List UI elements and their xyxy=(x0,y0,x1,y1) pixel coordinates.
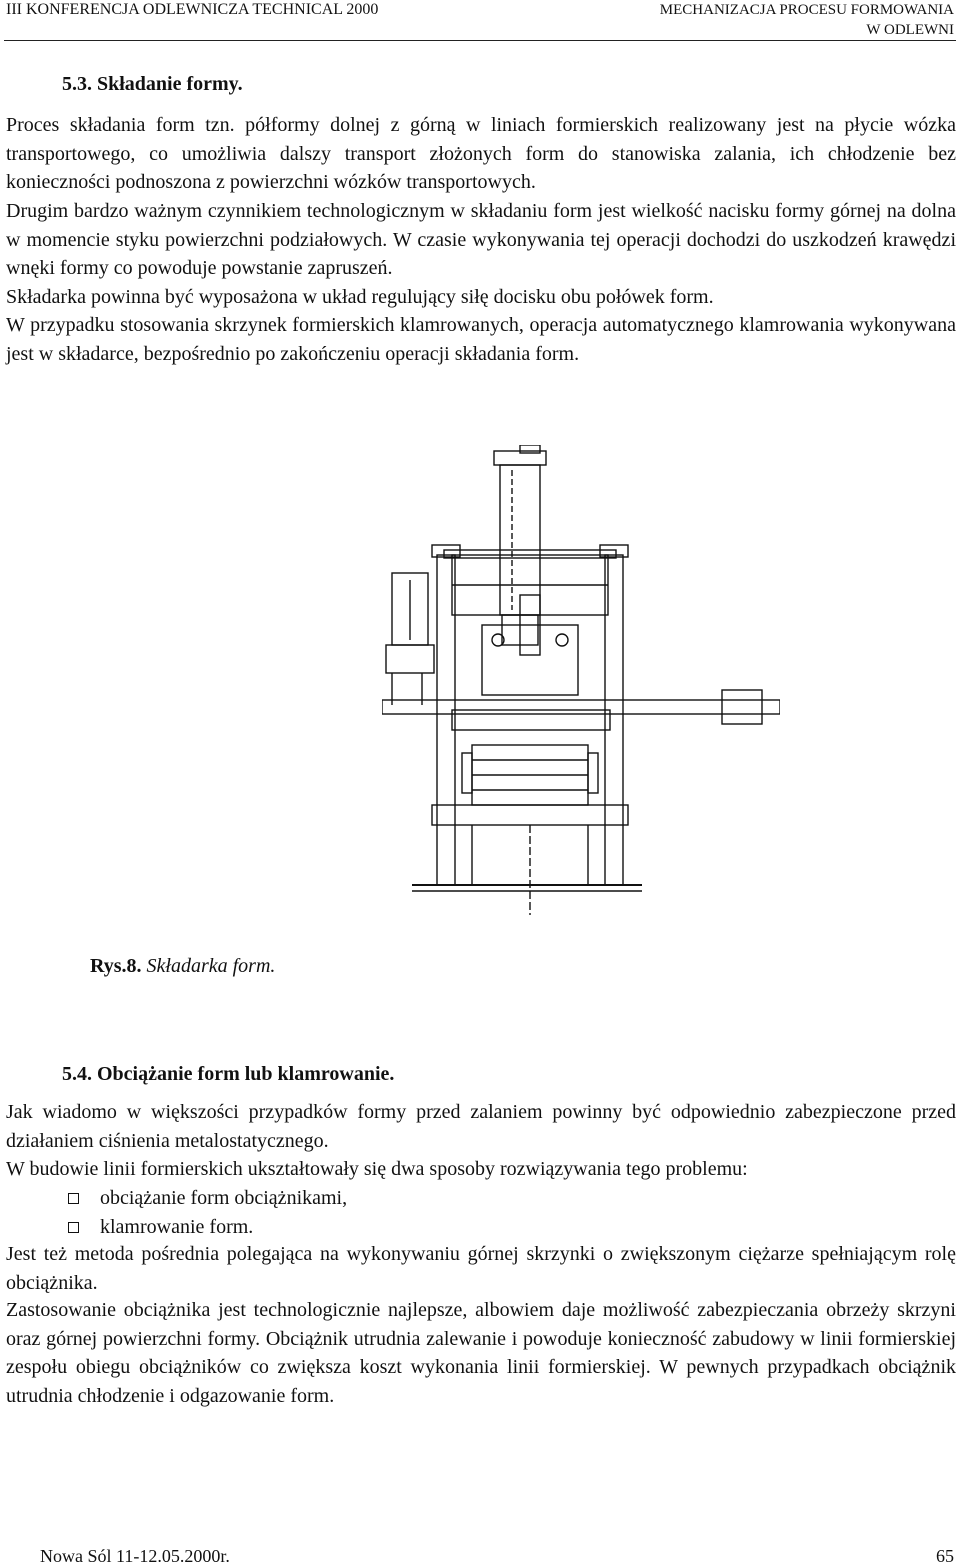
checkbox-bullet-icon xyxy=(68,1222,79,1233)
header-left: III KONFERENCJA ODLEWNICZA TECHNICAL 2000 xyxy=(6,1,379,18)
paragraph-7: Jest też metoda pośrednia polegająca na wykonywaniu górnej skrzynki o zwiększonym ciężarze spełniającym rolę obciążnika. xyxy=(6,1243,956,1294)
list-item xyxy=(62,1184,347,1213)
footer-left: Nowa Sól 11-12.05.2000r. xyxy=(40,1546,230,1566)
figure-label: Rys.8. xyxy=(90,955,142,977)
page-number: 65 xyxy=(936,1546,954,1566)
mold-box xyxy=(462,745,598,805)
foundation xyxy=(412,885,642,891)
header-right-line1: MECHANIZACJA PROCESU FORMOWANIA xyxy=(659,2,954,18)
mold-assembly-machine-drawing xyxy=(382,445,780,920)
header-right xyxy=(660,0,954,40)
paragraph-2: Drugim bardzo ważnym czynnikiem technologicznym w składaniu form jest wielkość nacisku formy górnej na dolna w momencie styku powierzchni podziałowych. W czasie wykonywania tej operacji dochodzi do uszkodzeń krawędzi wnęki formy co powoduje powstanie zapruszeń. xyxy=(6,200,956,280)
paragraph-8: Zastosowanie obciążnika jest technologicznie najlepsze, albowiem daje możliwość zabezpieczania obrzeży skrzyni oraz górnej powierzchni formy. Obciążnik utrudnia zalewanie i powoduje konieczność zabudowy w linii formierskiej zespołu obiegu obciążników co zwiększa koszt wykonania linii formierskiej. W pewnych przypadkach obciążnik utrudnia chłodzenie i odgazowanie form. xyxy=(6,1299,956,1407)
paragraph-1: Proces składania form tzn. półformy dolnej z górną w liniach formierskich realizowany jest na płycie wózka transportowego, co umożliwia dalszy transport złożonych form do stanowiska zalania, ich chłodzenie bez konieczności podnoszona z powierzchni wózków transportowych. xyxy=(6,114,956,194)
paragraph-5: Jak wiadomo w większości przypadków formy przed zalaniem powinny być odpowiednio zabezpieczone przed działaniem ciśnienia metalostatycznego. xyxy=(6,1101,956,1152)
figure-title: Składarka form. xyxy=(146,955,276,977)
columns xyxy=(432,545,628,885)
list-item-text: obciążanie form obciążnikami, xyxy=(100,1187,348,1209)
section-heading-5-4: 5.4. Obciążanie form lub klamrowanie. xyxy=(62,1063,395,1085)
figure-caption xyxy=(90,954,275,978)
paragraph-4: W przypadku stosowania skrzynek formierskich klamrowanych, operacja automatycznego klamrowania wykonywana jest w składarce, bezpośrednio po zakończeniu operacji składania form. xyxy=(6,314,956,365)
header-rule xyxy=(4,40,956,41)
lower-frame xyxy=(432,805,628,915)
paragraph-6: W budowie linii formierskich ukształtowały się dwa sposoby rozwiązywania tego problemu: xyxy=(6,1158,748,1180)
list-item-text: klamrowanie form. xyxy=(100,1215,254,1238)
bullet-list xyxy=(62,1184,347,1241)
transfer-beam xyxy=(382,690,780,730)
paragraph-3: Składarka powinna być wyposażona w układ regulujący siłę docisku obu połówek form. xyxy=(6,286,714,308)
section-heading-5-3: 5.3. Składanie formy. xyxy=(62,73,243,95)
upper-crossbeam xyxy=(444,550,616,615)
side-control-cabinet xyxy=(386,573,434,705)
header-right-line2: W ODLEWNI xyxy=(866,22,954,38)
list-item xyxy=(62,1213,347,1242)
checkbox-bullet-icon xyxy=(68,1193,79,1204)
